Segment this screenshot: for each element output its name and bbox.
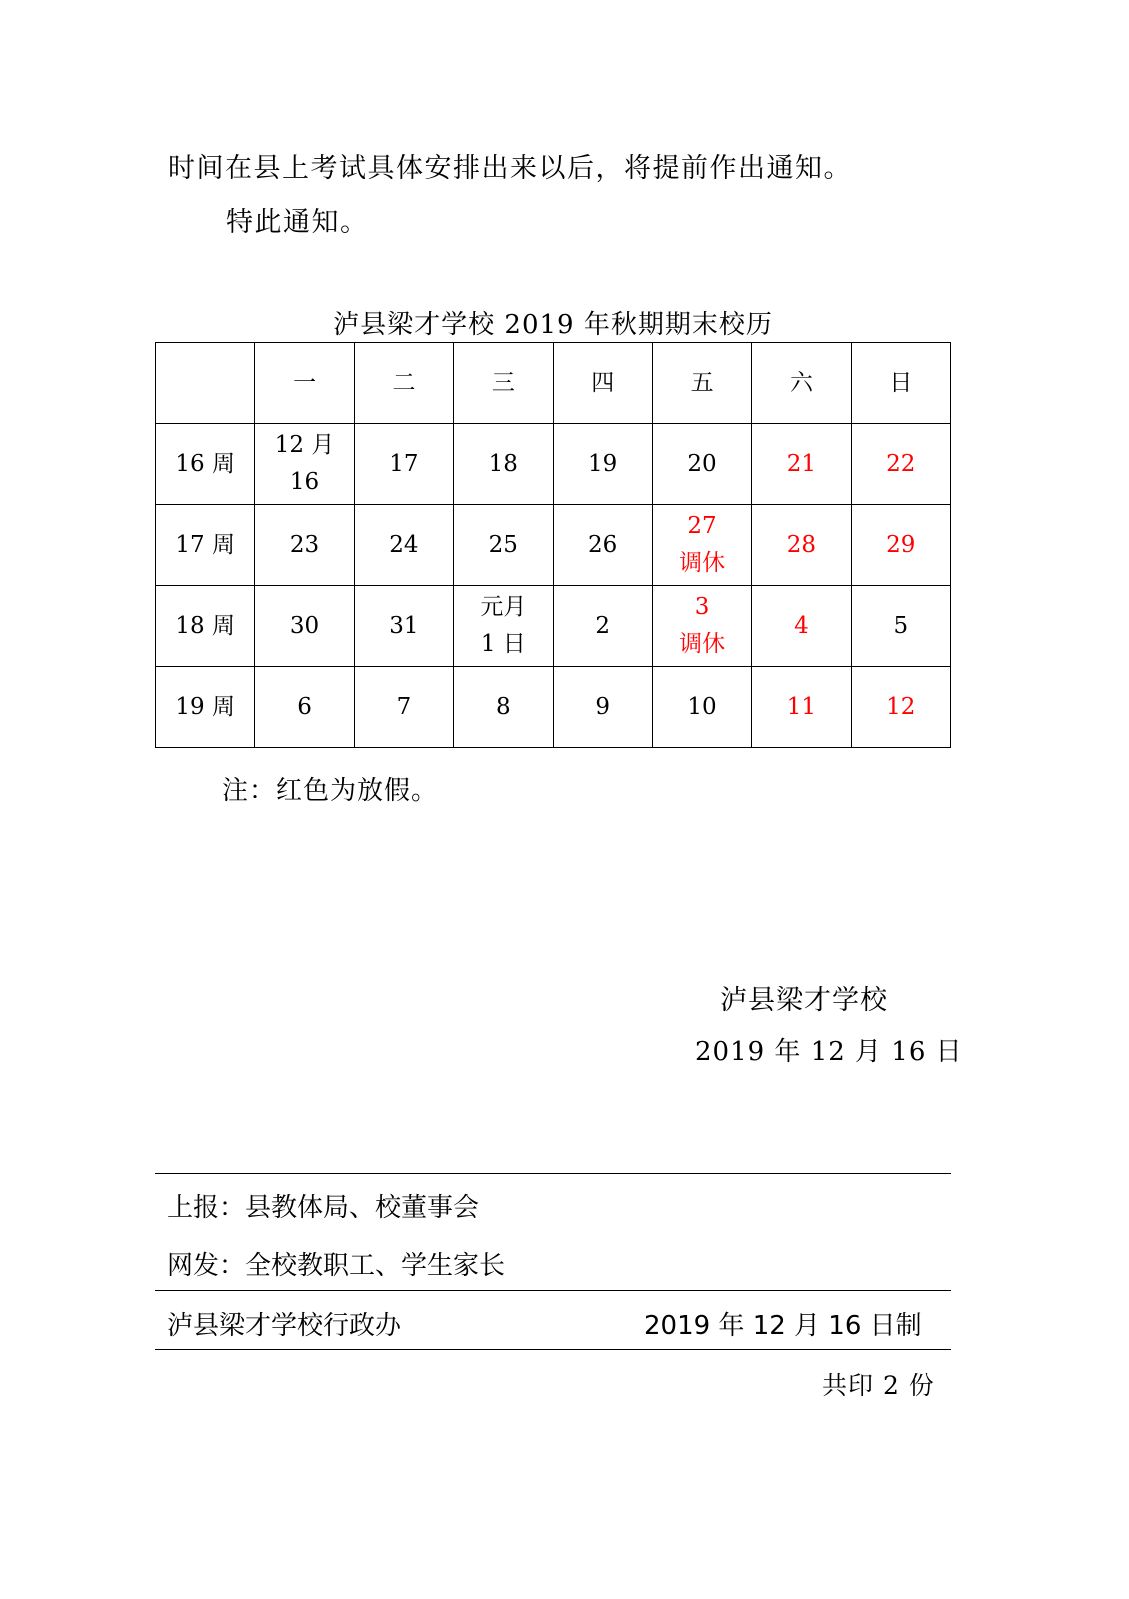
day-cell-text: 16 — [289, 469, 320, 495]
day-cell — [255, 586, 354, 667]
day-cell — [851, 586, 950, 667]
day-cell-text: 18 — [488, 450, 518, 477]
report-to-line: 上报：县教体局、校董事会 — [167, 1193, 480, 1223]
holiday-day-cell — [652, 505, 751, 586]
day-cell-text: 22 — [886, 450, 916, 477]
day-cell — [652, 424, 751, 505]
week-label-cell: 18 周 — [156, 586, 255, 667]
signature-organization: 泸县梁才学校 — [720, 985, 888, 1016]
distribute-to-line: 网发：全校教职工、学生家长 — [167, 1251, 506, 1281]
calendar-corner-cell — [156, 343, 255, 424]
calendar-note: 注：红色为放假。 — [222, 776, 439, 806]
holiday-day-cell — [652, 586, 751, 667]
day-cell-text: 12 — [886, 693, 916, 720]
day-cell-text: 5 — [893, 612, 909, 639]
calendar-week-row — [156, 586, 951, 667]
copies-count: 共印 2 份 — [822, 1371, 935, 1400]
holiday-day-cell — [851, 424, 950, 505]
day-cell — [553, 505, 652, 586]
footer-bottom-rule — [155, 1349, 951, 1350]
day-cell-text: 31 — [389, 612, 419, 639]
day-cell — [454, 586, 553, 667]
day-cell — [354, 667, 453, 748]
day-cell-text: 30 — [289, 612, 320, 639]
calendar-week-row — [156, 424, 951, 505]
holiday-day-cell — [752, 667, 851, 748]
day-cell — [354, 505, 453, 586]
weekday-header-cell: 二 — [354, 343, 453, 424]
day-cell-text: 20 — [687, 450, 717, 477]
day-cell-text: 11 — [786, 693, 817, 720]
day-cell — [454, 667, 553, 748]
calendar-week-row — [156, 667, 951, 748]
day-cell-text: 17 — [389, 450, 419, 477]
day-cell-text: 9 — [595, 693, 610, 720]
weekday-header-cell: 五 — [652, 343, 751, 424]
holiday-day-cell — [752, 505, 851, 586]
weekday-header-cell: 六 — [752, 343, 851, 424]
calendar-title: 泸县梁才学校 2019 年秋期期末校历 — [333, 310, 773, 340]
body-paragraph: 时间在县上考试具体安排出来以后，将提前作出通知。 — [168, 153, 852, 184]
day-cell — [354, 424, 453, 505]
issue-date: 2019 年 12 月 16 日制 — [644, 1311, 922, 1341]
day-cell-text: 元月 — [480, 594, 527, 620]
day-cell-text: 27 — [687, 513, 717, 539]
day-cell-text: 25 — [488, 531, 518, 558]
week-label-cell: 17 周 — [156, 505, 255, 586]
day-cell-text: 10 — [687, 693, 717, 720]
day-cell-text: 1 日 — [480, 631, 526, 657]
day-cell-text: 23 — [289, 531, 320, 558]
day-cell — [255, 505, 354, 586]
day-cell — [454, 505, 553, 586]
footer-middle-rule — [155, 1290, 951, 1291]
day-cell-text: 21 — [786, 450, 817, 477]
day-cell — [454, 424, 553, 505]
day-cell-text: 调休 — [679, 550, 726, 576]
day-cell-text: 调休 — [679, 631, 726, 657]
day-cell-text: 4 — [794, 612, 809, 639]
day-cell — [255, 424, 354, 505]
signature-date: 2019 年 12 月 16 日 — [695, 1037, 963, 1067]
closing-sentence: 特此通知。 — [226, 207, 369, 238]
weekday-header-cell: 四 — [553, 343, 652, 424]
day-cell — [553, 586, 652, 667]
day-cell-text: 19 — [588, 450, 618, 477]
weekday-header-cell: 三 — [454, 343, 553, 424]
day-cell-text: 24 — [389, 531, 419, 558]
day-cell-text: 28 — [786, 531, 817, 558]
holiday-day-cell — [752, 586, 851, 667]
day-cell-text: 12 月 — [274, 432, 335, 458]
day-cell-text: 29 — [886, 531, 916, 558]
day-cell-text: 3 — [694, 594, 710, 620]
day-cell-text: 26 — [588, 531, 618, 558]
holiday-day-cell — [752, 424, 851, 505]
weekday-header-cell: 一 — [255, 343, 354, 424]
day-cell — [354, 586, 453, 667]
day-cell — [255, 667, 354, 748]
calendar-week-row — [156, 505, 951, 586]
week-label-cell: 19 周 — [156, 667, 255, 748]
week-label-cell: 16 周 — [156, 424, 255, 505]
day-cell — [652, 667, 751, 748]
day-cell-text: 2 — [595, 612, 610, 639]
footer-top-rule — [155, 1173, 951, 1174]
holiday-day-cell — [851, 505, 950, 586]
calendar-table — [155, 342, 951, 748]
day-cell — [553, 667, 652, 748]
day-cell-text: 7 — [396, 693, 412, 720]
weekday-header-cell: 日 — [851, 343, 950, 424]
issuer-name: 泸县梁才学校行政办 — [167, 1311, 402, 1341]
day-cell-text: 8 — [495, 693, 511, 720]
day-cell — [553, 424, 652, 505]
day-cell-text: 6 — [297, 693, 312, 720]
holiday-day-cell — [851, 667, 950, 748]
calendar-header-row — [156, 343, 951, 424]
